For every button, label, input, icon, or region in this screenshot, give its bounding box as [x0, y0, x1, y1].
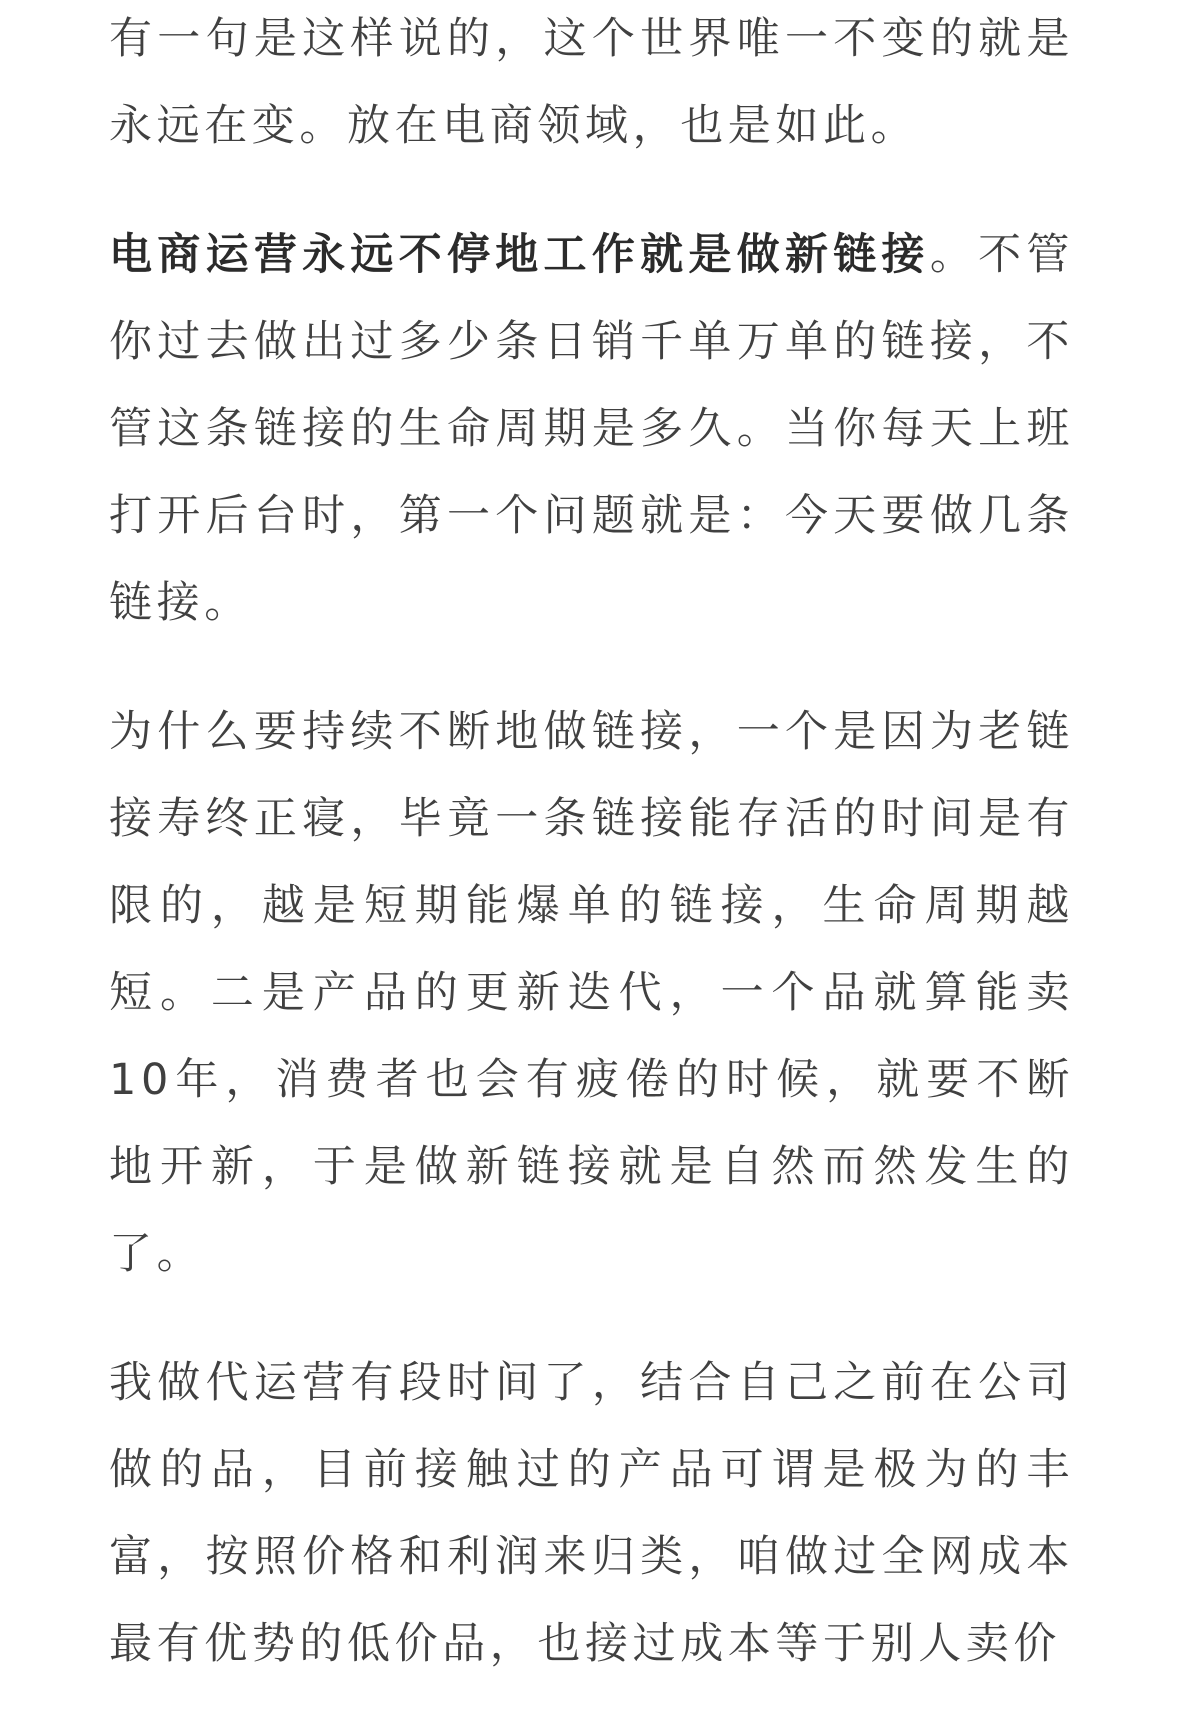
paragraph-1 [109, 0, 1074, 170]
paragraph-1-text: 有一句是这样说的，这个世界唯一不变的就是永远在变。放在电商领域，也是如此。 [109, 14, 1074, 151]
paragraph-2-bold-lead: 电商运营永远不停地工作就是做新链接 [109, 230, 930, 280]
article-body [109, 0, 1074, 1730]
paragraph-3-text: 为什么要持续不断地做链接，一个是因为老链接寿终正寝，毕竟一条链接能存活的时间是有限的，越是短期能爆单的链接，生命周期越短。二是产品的更新迭代，一个品就算能卖10年，消费者也会有疲倦的时候，就要不断地开新，于是做新链接就是自然而然发生的了。 [109, 707, 1074, 1279]
paragraph-3 [109, 689, 1074, 1298]
paragraph-4 [109, 1340, 1074, 1688]
paragraph-2-text: 。不管你过去做出过多少条日销千单万单的链接，不管这条链接的生命周期是多久。当你每天上班打开后台时，第一个问题就是：今天要做几条链接。 [109, 230, 1074, 628]
paragraph-2 [109, 212, 1074, 647]
paragraph-4-text: 我做代运营有段时间了，结合自己之前在公司做的品，目前接触过的产品可谓是极为的丰富，按照价格和利润来归类，咱做过全网成本最有优势的低价品，也接过成本等于别人卖价 [109, 1358, 1074, 1669]
